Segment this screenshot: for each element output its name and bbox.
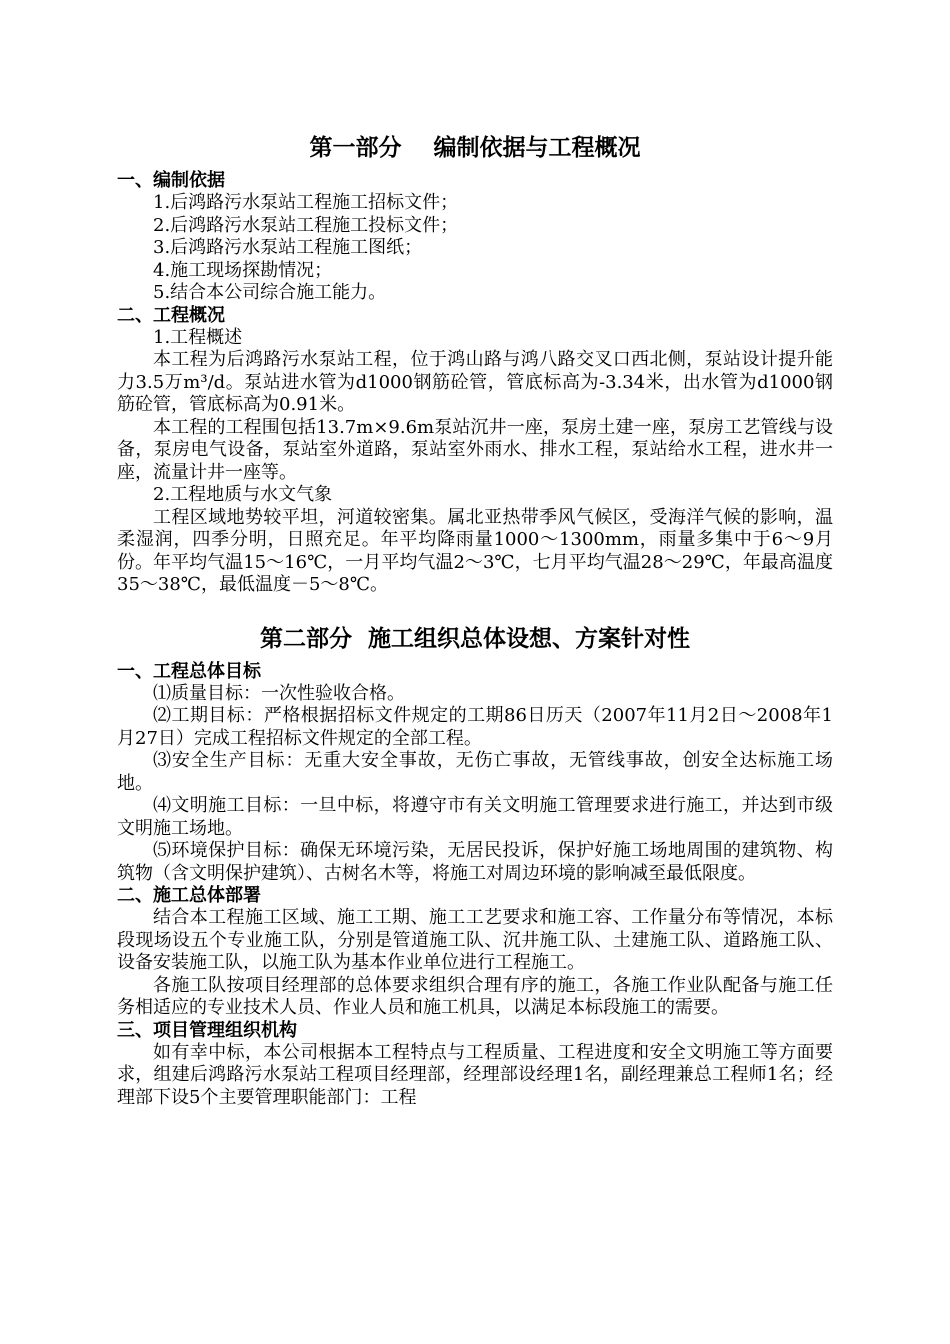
basis-item-5: 5.结合本公司综合施工能力。 — [153, 282, 387, 303]
goal-quality: ⑴质量目标：一次性验收合格。 — [153, 682, 405, 704]
section-heading-overview: 二、工程概况 — [117, 304, 225, 326]
basis-item-2: 2.后鸿路污水泵站工程施工投标文件； — [153, 214, 459, 236]
goal-environment: ⑸环境保护目标：确保无环境污染，无居民投诉，保护好施工场地周围的建筑物、构筑物（含文明保护建筑）、古树名木等，将施工对周边环境的影响减至最低限度。 — [117, 840, 833, 884]
goal-schedule: ⑵工期目标：严格根据招标文件规定的工期86日历天（2007年11月2日～2008年1月27日）完成工程招标文件规定的全部工程。 — [117, 705, 833, 749]
section-heading-basis: 一、编制依据 — [117, 170, 225, 191]
goal-civilized-construction: ⑷文明施工目标：一旦中标，将遵守市有关文明施工管理要求进行施工，并达到市级文明施工场地。 — [117, 795, 833, 839]
section-heading-goals: 一、工程总体目标 — [117, 660, 261, 682]
paragraph-deployment-teams: 结合本工程施工区域、施工工期、施工工艺要求和施工容、工作量分布等情况，本标段现场设五个专业施工队，分别是管道施工队、沉井施工队、土建施工队、道路施工队、设备安装施工队，以施工队为基本作业单位进行工程施工。 — [117, 907, 833, 973]
section-heading-organization: 三、项目管理组织机构 — [117, 1019, 297, 1041]
paragraph-deployment-organization: 各施工队按项目经理部的总体要求组织合理有序的施工，各施工作业队配备与施工任务相适应的专业技术人员、作业人员和施工机具，以满足本标段施工的需要。 — [117, 974, 833, 1018]
paragraph-project-location: 本工程为后鸿路污水泵站工程，位于鸿山路与鸿八路交叉口西北侧，泵站设计提升能力3.5万m³/d。泵站进水管为d1000钢筋砼管，管底标高为-3.34米，出水管为d1000钢筋砼管，管底标高为0.91米。 — [117, 349, 833, 415]
paragraph-organization: 如有幸中标，本公司根据本工程特点与工程质量、工程进度和安全文明施工等方面要求，组建后鸿路污水泵站工程项目经理部，经理部设经理1名，副经理兼总工程师1名；经理部下设5个主要管理职能部门：工程 — [117, 1041, 833, 1108]
subheading-project-summary: 1.工程概述 — [153, 326, 243, 348]
basis-item-3: 3.后鸿路污水泵站工程施工图纸； — [153, 237, 423, 258]
basis-item-4: 4.施工现场探勘情况； — [153, 259, 333, 281]
paragraph-project-scope: 本工程的工程围包括13.7m×9.6m泵站沉井一座，泵房土建一座，泵房工艺管线与设备，泵房电气设备，泵站室外道路，泵站室外雨水、排水工程，泵站给水工程，进水井一座，流量计井一座等。 — [117, 416, 833, 483]
basis-item-1: 1.后鸿路污水泵站工程施工招标文件； — [153, 192, 459, 213]
document-page — [117, 130, 833, 1109]
section-heading-deployment: 二、施工总体部署 — [117, 885, 261, 906]
goal-safety: ⑶安全生产目标：无重大安全事故，无伤亡事故，无管线事故，创安全达标施工场地。 — [117, 750, 833, 794]
paragraph-climate: 工程区域地势较平坦，河道较密集。属北亚热带季风气候区，受海洋气候的影响，温柔湿润，四季分明，日照充足。年平均降雨量1000～1300mm，雨量多集中于6～9月份。年平均气温15～16℃，一月平均气温2～3℃，七月平均气温28～29℃，年最高温度35～38℃，最低温度－5～8℃。 — [117, 506, 833, 595]
part2-title: 第二部分 施工组织总体设想、方案针对性 — [259, 625, 690, 652]
subheading-geology-climate: 2.工程地质与水文气象 — [153, 484, 333, 505]
part1-title: 第一部分 编制依据与工程概况 — [309, 135, 641, 161]
